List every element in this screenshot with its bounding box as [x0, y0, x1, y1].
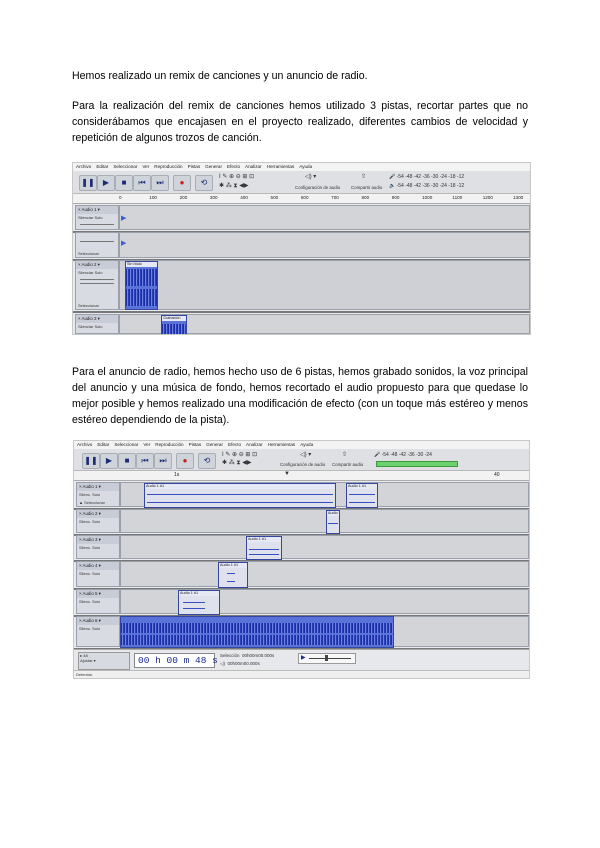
menu-item[interactable]: Efecto — [228, 442, 242, 447]
selection-end-field[interactable]: ◁) 00h00m00.000s — [220, 661, 260, 666]
play-at-speed-icon: ▶ — [301, 655, 306, 661]
track-lane[interactable] — [119, 260, 530, 310]
audio-clip[interactable]: Grabación — [161, 315, 187, 335]
audio-setup-icon: ◁) ▾ — [300, 452, 312, 458]
envelope-tools-icon[interactable]: ✱ ⁂ ⧗ ◀▶ — [219, 183, 249, 189]
audio-setup-button[interactable]: Configuración de audio — [295, 185, 341, 190]
menu-item[interactable]: Ver — [143, 442, 151, 447]
track-control-panel[interactable]: × Audio 1 ▾ Silenc. Solo ▲ Seleccionar — [76, 482, 120, 507]
menu-item[interactable]: Herramientas — [267, 442, 296, 447]
pause-button[interactable]: ❚❚ — [79, 175, 97, 191]
skip-start-button[interactable]: ⏮ — [136, 453, 154, 469]
track-control-panel[interactable] — [75, 232, 119, 258]
select-button[interactable]: Seleccionar — [78, 303, 99, 308]
track-lane[interactable] — [120, 561, 529, 587]
gain-slider[interactable] — [80, 279, 114, 280]
ruler-tick: 700 — [331, 195, 339, 200]
play-button[interactable]: ▶ — [97, 175, 115, 191]
timeline-ruler[interactable] — [73, 194, 530, 204]
playback-meter: 🔈 -54 -48 -42 -36 -30 -24 -18 -12 — [389, 183, 465, 189]
record-button[interactable]: ● — [176, 453, 194, 469]
track-1 — [74, 481, 529, 510]
time-display[interactable]: 00 h 00 m 48 s — [134, 653, 215, 668]
playhead-icon: ▼ — [284, 471, 290, 477]
time-toolbar — [74, 649, 529, 672]
menu-item[interactable]: Analizar — [246, 442, 263, 447]
share-icon: ⇧ — [342, 452, 348, 458]
track-5 — [74, 588, 529, 617]
menu-item[interactable]: Generar — [206, 442, 223, 447]
skip-end-button[interactable]: ⏭ — [151, 175, 169, 191]
menu-item[interactable]: Archivo — [76, 164, 92, 169]
track-lane[interactable] — [119, 232, 530, 258]
track-name[interactable]: × Audio 2 ▾ — [76, 261, 118, 269]
menu-bar — [73, 163, 530, 171]
transport-toolbar — [74, 449, 529, 471]
stop-button[interactable]: ■ — [115, 175, 133, 191]
audio-clip[interactable]: Audio 1 #1 — [218, 562, 248, 588]
ruler-tick: 300 — [209, 195, 218, 200]
track-6-music — [74, 615, 529, 650]
ruler-tick: 1100 — [452, 195, 463, 200]
track-control-panel[interactable]: × Audio 4 ▾ Silenc. Solo — [76, 561, 120, 587]
envelope-tools-icon[interactable]: ✱ ⁂ ⧗ ◀▶ — [222, 460, 252, 466]
menu-bar — [74, 441, 529, 449]
ruler-tick: 100 — [149, 195, 157, 200]
intro-paragraph: Hemos realizado un remix de canciones y un anuncio de radio. — [72, 70, 368, 82]
status-bar: Detenido. — [74, 670, 529, 678]
ruler-tick: 900 — [391, 195, 400, 200]
track-3 — [74, 534, 529, 562]
audio-clip[interactable]: Audio 1 #1 — [178, 590, 220, 615]
edit-tools-icon[interactable]: I ✎ ⊕ ⊖ ⊞ ⊡ — [222, 452, 258, 458]
ruler-tick: 1300 — [513, 195, 524, 200]
menu-item[interactable]: Archivo — [77, 442, 93, 447]
snap-panel[interactable]: ▸ 48 Ajustar ▾ — [78, 652, 130, 670]
skip-start-button[interactable]: ⏮ — [133, 175, 151, 191]
ruler-tick: 800 — [361, 195, 370, 200]
track-control-panel[interactable]: × Audio 6 ▾ Silenc. Solo — [76, 616, 120, 647]
stop-button[interactable]: ■ — [118, 453, 136, 469]
pause-button[interactable]: ❚❚ — [82, 453, 100, 469]
ruler-tick: 500 — [270, 195, 279, 200]
remix-paragraph: Para la realización del remix de canciones hemos utilizado 3 pistas, recortar partes que no considerábamos que encajasen en el proyecto realizado, diferentes cambios de velocidad y repetición de algunos trozos de canción. — [72, 100, 528, 144]
track-lane[interactable] — [120, 509, 529, 533]
gain-slider[interactable] — [80, 224, 114, 225]
loop-button[interactable]: ⟲ — [195, 175, 213, 191]
track-lane[interactable] — [119, 205, 530, 230]
menu-item[interactable]: Ayuda — [300, 442, 314, 447]
menu-item[interactable]: Herramientas — [266, 164, 295, 169]
mute-solo-buttons[interactable]: Silenciar Solo — [78, 324, 103, 329]
track-1 — [73, 204, 530, 233]
audio-clip[interactable]: Audio — [326, 510, 340, 534]
menu-item[interactable]: Editar — [97, 442, 110, 447]
track-2 — [74, 508, 529, 536]
meter-toolbar: 🎤 -54 -48 -42 -36 -30 -24 — [374, 452, 432, 458]
ruler-tick: 0 — [119, 195, 122, 200]
audio-setup-icon: ◁) ▾ — [305, 174, 317, 180]
track-control-panel[interactable]: × Audio 2 ▾ Silenc. Solo — [76, 509, 120, 533]
loop-button[interactable]: ⟲ — [198, 453, 216, 469]
mute-solo-buttons[interactable]: Silenciar Solo — [78, 270, 103, 275]
share-audio-button[interactable]: Compartir audio — [351, 185, 383, 190]
menu-item[interactable]: Reproducción — [155, 442, 184, 447]
menu-item[interactable]: Pistas — [188, 442, 202, 447]
share-audio-button[interactable]: Compartir audio — [332, 462, 364, 467]
track-name[interactable]: × Audio 3 ▾ — [76, 315, 118, 323]
play-marker-icon: ▶ — [121, 215, 127, 222]
pan-slider[interactable] — [80, 241, 114, 242]
menu-item[interactable]: Pistas — [187, 164, 201, 169]
audio-clip[interactable]: Audio 1 #1 — [346, 483, 378, 508]
track-4 — [74, 560, 529, 590]
ruler-tick: 1200 — [482, 195, 493, 200]
menu-item[interactable]: Editar — [96, 164, 109, 169]
audio-clip[interactable]: Audio 1 #1 — [246, 536, 282, 560]
track-lane[interactable] — [120, 535, 529, 559]
menu-item[interactable]: Efecto — [227, 164, 241, 169]
music-clip[interactable] — [120, 616, 394, 648]
track-1b — [73, 231, 530, 261]
audacity-radio-ad-screenshot — [73, 440, 530, 679]
menu-item[interactable]: Ayuda — [299, 164, 313, 169]
menu-item[interactable]: Reproducción — [154, 164, 183, 169]
ruler-tick: 1000 — [422, 195, 433, 200]
track-control-panel[interactable]: × Audio 3 ▾ Silenc. Solo — [76, 535, 120, 559]
transport-toolbar — [73, 171, 530, 194]
ruler-tick: 600 — [300, 195, 309, 200]
skip-end-button[interactable]: ⏭ — [154, 453, 172, 469]
timeline-ruler[interactable]: 1s ▼ 40 — [74, 471, 529, 481]
audacity-remix-screenshot — [72, 162, 531, 335]
ruler-tick: 200 — [179, 195, 188, 200]
radio-ad-paragraph: Para el anuncio de radio, hemos hecho uso de 6 pistas, hemos grabado sonidos, la voz principal del anuncio y una música de fondo, hemos recortado el audio propuesto para que quedase lo mejor posible y hemos realizado una modificación de efecto (con un toque más estéreo y menos estéreo dependiendo de la pista). — [72, 366, 528, 426]
speed-slider-thumb[interactable] — [325, 655, 328, 661]
audio-setup-button[interactable]: Configuración de audio — [280, 462, 326, 467]
record-button[interactable]: ● — [173, 175, 191, 191]
track-control-panel[interactable] — [75, 205, 119, 230]
meter-toolbar: 🎤 -54 -48 -42 -36 -30 -24 -18 -12 — [389, 174, 465, 180]
track-control-panel[interactable] — [75, 314, 119, 334]
menu-item[interactable]: Generar — [205, 164, 222, 169]
selection-start-field[interactable]: Selección 00h00m00.000s — [220, 653, 275, 658]
select-button[interactable]: Seleccionar — [78, 251, 99, 256]
play-marker-icon: ▶ — [121, 240, 127, 247]
play-speed-control[interactable] — [298, 653, 356, 664]
play-button[interactable]: ▶ — [100, 453, 118, 469]
menu-item[interactable]: Seleccionar — [114, 442, 139, 447]
track-name[interactable]: × Audio 1 ▾ — [76, 206, 118, 214]
track-2 — [73, 259, 530, 313]
audio-clip[interactable]: Audio 1 #1 — [144, 483, 336, 508]
track-control-panel[interactable]: × Audio 5 ▾ Silenc. Solo — [76, 589, 120, 614]
menu-item[interactable]: Seleccionar — [113, 164, 138, 169]
ruler-tick: 400 — [240, 195, 248, 200]
track-control-panel[interactable] — [75, 260, 119, 310]
pan-slider[interactable] — [80, 283, 114, 284]
menu-item[interactable]: Analizar — [245, 164, 262, 169]
mute-solo-buttons[interactable]: Silenciar Solo — [78, 215, 103, 220]
audio-clip[interactable]: Sin título — [125, 261, 158, 310]
playback-level-meter — [376, 461, 458, 467]
edit-tools-icon[interactable]: I ✎ ⊕ ⊖ ⊞ ⊡ — [219, 174, 255, 180]
menu-item[interactable]: Ver — [142, 164, 150, 169]
track-3 — [73, 313, 530, 335]
share-icon: ⇧ — [361, 174, 367, 180]
